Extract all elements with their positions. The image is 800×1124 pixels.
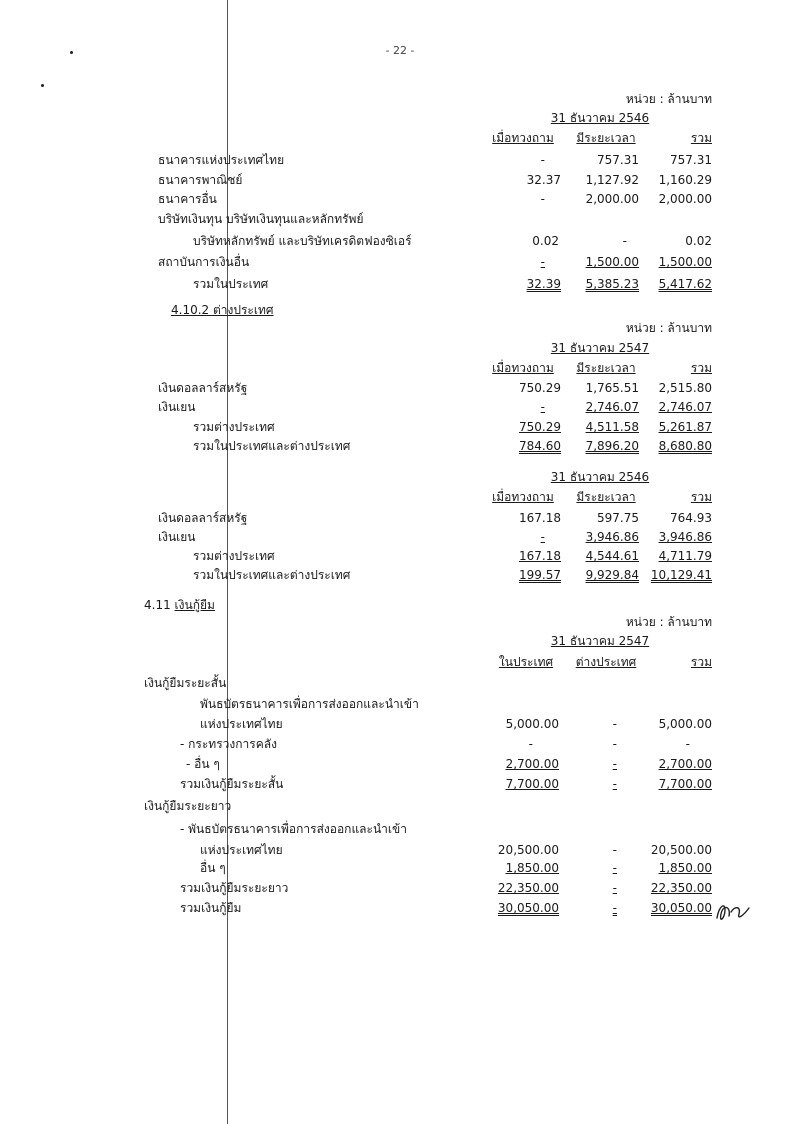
row-label: รวมต่างประเทศ [193,549,275,563]
table-date-header: 31 ธันวาคม 2546 [550,470,650,484]
column-header-fixed-term: มีระยะเวลา [576,131,636,145]
cell-value: 0.02 [532,234,559,248]
initials-signature [713,896,753,926]
cell-value: 167.18 [519,511,561,525]
cell-value: - [612,861,617,875]
cell-value: 22,350.00 [497,881,559,895]
column-header-fixed-term: มีระยะเวลา [576,361,636,375]
cell-value: - [685,737,690,751]
cell-value: 2,746.07 [658,400,712,414]
section-number: 4.11 [144,598,171,612]
scan-speck [41,84,44,87]
page-number: - 22 - [385,44,415,57]
cell-value: - [612,717,617,731]
column-header-total: รวม [690,131,712,145]
cell-value: 5,385.23 [585,277,639,291]
cell-value: 1,500.00 [658,255,712,269]
row-label: บริษัทหลักทรัพย์ และบริษัทเครดิตฟองซิเอร์ [193,234,412,248]
cell-value: 7,700.00 [658,777,712,791]
row-label: เงินดอลลาร์สหรัฐ [158,381,248,395]
cell-value: 3,946.86 [658,530,712,544]
cell-value: 757.31 [670,153,712,167]
table-date-header: 31 ธันวาคม 2546 [550,111,650,125]
cell-value: 597.75 [597,511,639,525]
cell-value: 8,680.80 [658,439,712,453]
row-label: รวมในประเทศและต่างประเทศ [193,568,351,582]
table-date-header: 31 ธันวาคม 2547 [550,341,650,355]
cell-value: 5,000.00 [505,717,559,731]
row-label: บริษัทเงินทุน บริษัทเงินทุนและหลักทรัพย์ [158,212,364,226]
cell-value: 1,500.00 [585,255,639,269]
row-label: แห่งประเทศไทย [200,717,283,731]
unit-label: หน่วย : ล้านบาท [625,92,712,106]
cell-value: 9,929.84 [585,568,639,582]
cell-value: 20,500.00 [650,843,712,857]
cell-value: 1,160.29 [658,173,712,187]
row-label: - อื่น ๆ [186,757,220,771]
cell-value: 22,350.00 [650,881,712,895]
cell-value: 5,417.62 [658,277,712,291]
row-label: ธนาคารพาณิชย์ [158,173,243,187]
cell-value: - [540,192,545,206]
cell-value: - [540,400,545,414]
column-header-on-demand: เมื่อทวงถาม [492,361,554,375]
cell-value: 2,746.07 [585,400,639,414]
cell-value: 1,127.92 [585,173,639,187]
cell-value: - [540,153,545,167]
cell-value: 5,000.00 [658,717,712,731]
row-label: - กระทรวงการคลัง [180,737,277,751]
cell-value: 1,765.51 [585,381,639,395]
cell-value: - [612,901,617,915]
row-label: รวมเงินกู้ยืมระยะยาว [180,881,289,895]
cell-value: - [540,530,545,544]
cell-value: 7,700.00 [505,777,559,791]
column-header-on-demand: เมื่อทวงถาม [492,490,554,504]
cell-value: - [612,881,617,895]
cell-value: 2,000.00 [585,192,639,206]
row-label: - พันธบัตรธนาคารเพื่อการส่งออกและนำเข้า [180,822,407,836]
cell-value: 757.31 [597,153,639,167]
row-label: เงินกู้ยืมระยะยาว [144,799,232,813]
column-header-total: รวม [690,655,712,669]
unit-label: หน่วย : ล้านบาท [625,321,712,335]
cell-value: - [622,234,627,248]
cell-value: 32.37 [526,173,561,187]
cell-value: 199.57 [519,568,561,582]
table-date-header: 31 ธันวาคม 2547 [550,634,650,648]
row-label: รวมในประเทศ [193,277,269,291]
cell-value: 30,050.00 [650,901,712,915]
row-label: เงินกู้ยืมระยะสั้น [144,676,227,690]
cell-value: - [612,843,617,857]
cell-value: 3,946.86 [585,530,639,544]
row-label: ธนาคารแห่งประเทศไทย [158,153,285,167]
cell-value: - [540,255,545,269]
row-label: รวมต่างประเทศ [193,420,275,434]
unit-label: หน่วย : ล้านบาท [625,615,712,629]
row-label: รวมเงินกู้ยืมระยะสั้น [180,777,284,791]
column-header-on-demand: เมื่อทวงถาม [492,131,554,145]
row-label: เงินเยน [158,400,196,414]
row-label: แห่งประเทศไทย [200,843,283,857]
row-label: อื่น ๆ [200,861,226,875]
cell-value: 1,850.00 [505,861,559,875]
cell-value: 5,261.87 [658,420,712,434]
cell-value: 0.02 [685,234,712,248]
cell-value: 167.18 [519,549,561,563]
row-label: เงินดอลลาร์สหรัฐ [158,511,248,525]
cell-value: 32.39 [526,277,561,291]
cell-value: 10,129.41 [650,568,712,582]
row-label: สถาบันการเงินอื่น [158,255,250,269]
cell-value: 750.29 [519,381,561,395]
row-label: รวมในประเทศและต่างประเทศ [193,439,351,453]
cell-value: 7,896.20 [585,439,639,453]
cell-value: 4,544.61 [585,549,639,563]
cell-value: 4,511.58 [585,420,639,434]
column-header-domestic: ในประเทศ [498,655,554,669]
column-header-fixed-term: มีระยะเวลา [576,490,636,504]
section-title: เงินกู้ยืม [174,598,215,612]
section-heading [144,597,215,613]
row-label: พันธบัตรธนาคารเพื่อการส่งออกและนำเข้า [200,697,419,711]
cell-value: 750.29 [519,420,561,434]
column-header-foreign: ต่างประเทศ [575,655,637,669]
column-header-total: รวม [690,490,712,504]
cell-value: 30,050.00 [497,901,559,915]
row-label: เงินเยน [158,530,196,544]
row-label: รวมเงินกู้ยืม [180,901,242,915]
cell-value: 2,700.00 [658,757,712,771]
cell-value: 1,850.00 [658,861,712,875]
cell-value: 784.60 [519,439,561,453]
cell-value: - [612,737,617,751]
cell-value: 2,000.00 [658,192,712,206]
column-header-total: รวม [690,361,712,375]
row-label: ธนาคารอื่น [158,192,217,206]
cell-value: 20,500.00 [497,843,559,857]
cell-value: 2,515.80 [658,381,712,395]
cell-value: - [612,757,617,771]
section-heading: 4.10.2 ต่างประเทศ [171,303,274,317]
cell-value: - [612,777,617,791]
cell-value: 2,700.00 [505,757,559,771]
cell-value: - [528,737,533,751]
cell-value: 4,711.79 [658,549,712,563]
cell-value: 764.93 [670,511,712,525]
